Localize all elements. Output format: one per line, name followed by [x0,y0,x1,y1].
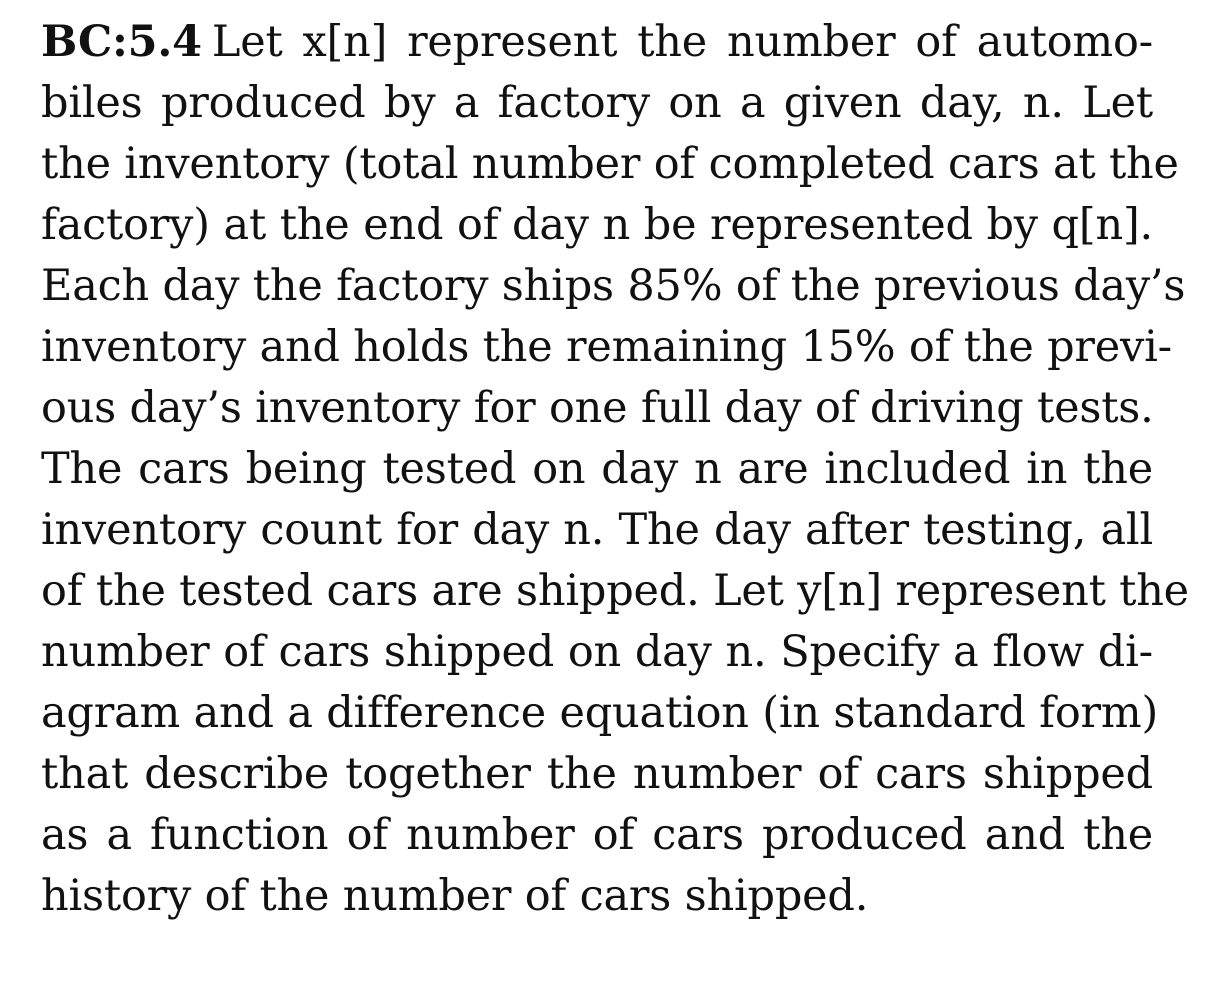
problem-line [41,12,1153,73]
problem-line: inventory count for day n. The day after testing, all [41,505,1153,555]
problem-label: BC:5.4 [41,17,202,67]
problem-line: Each day the factory ships 85% of the previous day’s [41,261,1186,311]
problem-line: the inventory (total number of completed cars at the [41,139,1179,189]
problem-line: factory) at the end of day n be represented by q[n]. [41,200,1153,250]
problem-line: number of cars shipped on day n. Specify a flow di- [41,627,1153,677]
problem-line: agram and a difference equation (in standard form) [41,688,1159,738]
problem-line: ous day’s inventory for one full day of driving tests. [41,383,1154,433]
problem-statement [41,12,1189,927]
problem-line: of the tested cars are shipped. Let y[n] represent the [41,566,1189,616]
problem-line: biles produced by a factory on a given day, n. Let [41,78,1153,128]
problem-line: that describe together the number of cars shipped [41,749,1153,799]
problem-line: The cars being tested on day n are included in the [41,444,1153,494]
problem-line: as a function of number of cars produced and the [41,810,1153,860]
problem-line-text: Let x[n] represent the number of automo- [211,17,1153,67]
problem-line: history of the number of cars shipped. [41,871,869,921]
problem-line: inventory and holds the remaining 15% of the previ- [41,322,1172,372]
